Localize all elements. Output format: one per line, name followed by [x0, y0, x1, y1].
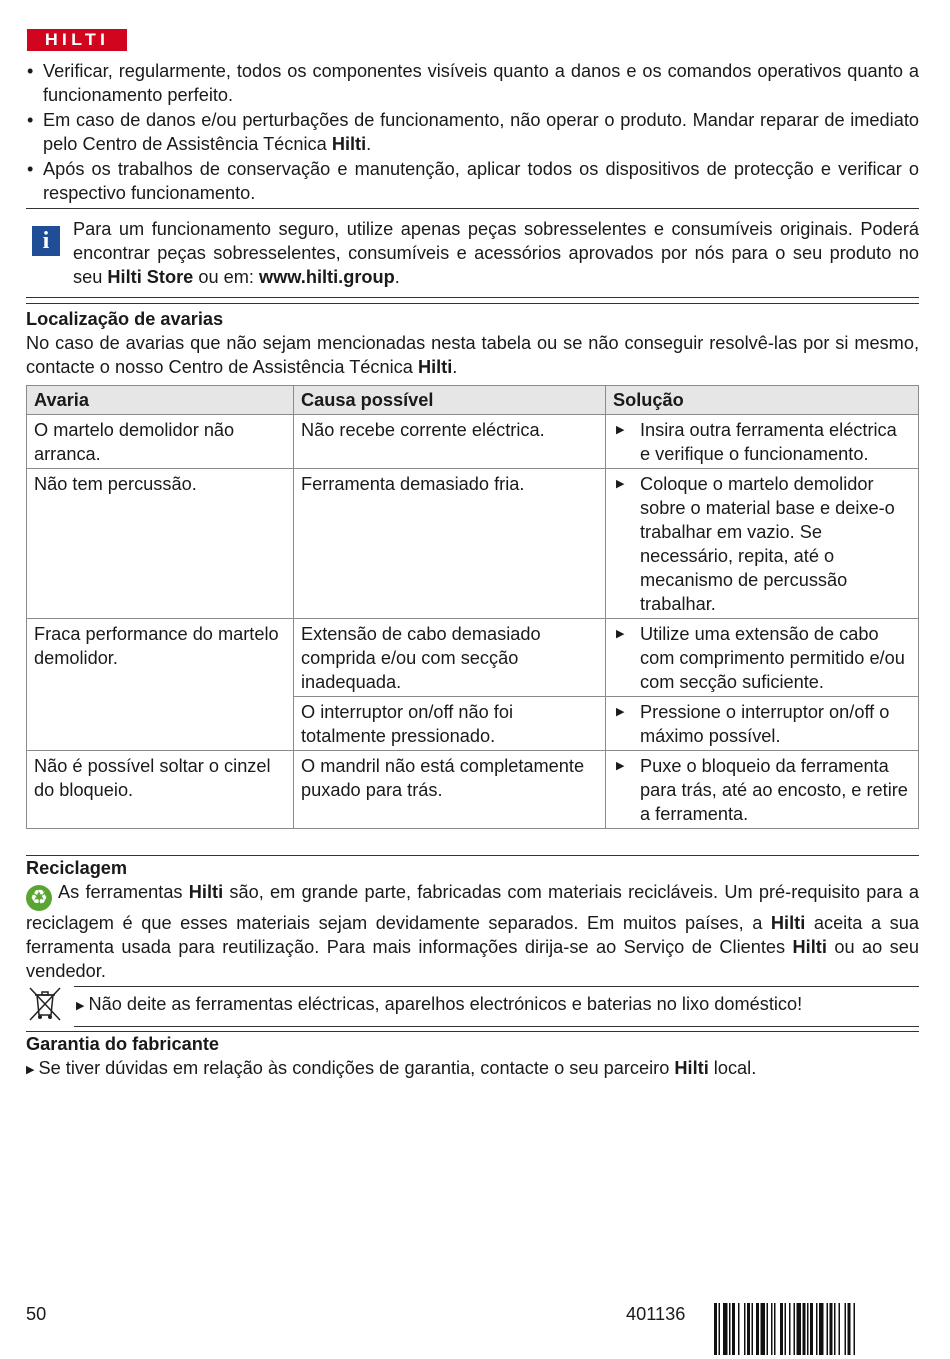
cause-cell: O mandril não está completamente puxado para trás.	[294, 751, 606, 829]
table-row	[27, 415, 919, 469]
table-header-row	[27, 386, 919, 415]
column-header: Solução	[606, 386, 919, 415]
cause-cell: Extensão de cabo demasiado comprida e/ou com secção inadequada.	[294, 619, 606, 697]
solution-cell: ▶ Coloque o martelo demolidor sobre o material base e deixe-o trabalhar em vazio. Se necessário, repita, até o mecanismo de percussão trabalhar.	[606, 469, 919, 619]
crossed-bin-icon	[26, 984, 64, 1024]
table-row	[27, 469, 919, 619]
list-item: • Após os trabalhos de conservação e manutenção, aplicar todos os dispositivos de protecção e verificar o respectivo funcionamento.	[26, 157, 919, 205]
fault-cell: Não é possível soltar o cinzel do bloqueio.	[27, 751, 294, 829]
fault-cell: O martelo demolidor não arranca.	[27, 415, 294, 469]
disposal-text: ▶ Não deite as ferramentas eléctricas, aparelhos electrónicos e baterias no lixo doméstico!	[74, 986, 919, 1027]
divider	[26, 303, 919, 304]
table-row	[27, 619, 919, 697]
troubleshooting-section	[26, 307, 919, 829]
maintenance-list	[26, 59, 919, 206]
solution-cell: ▶ Puxe o bloqueio da ferramenta para trás, até ao encosto, e retire a ferramenta.	[606, 751, 919, 829]
recycle-icon: ♻	[26, 885, 52, 911]
list-item: • Em caso de danos e/ou perturbações de funcionamento, não operar o produto. Mandar reparar de imediato pelo Centro de Assistência Técnica Hilti.	[26, 108, 919, 156]
troubleshooting-table	[26, 385, 919, 829]
info-text: Para um funcionamento seguro, utilize apenas peças sobresselentes e consumíveis originais. Poderá encontrar peças sobresselentes, consumíveis e acessórios aprovados por nós para o seu produto no seu Hilti Store ou em: www.hilti.group.	[73, 219, 919, 287]
page-number: 50	[26, 1304, 47, 1324]
recycling-text: ♻ As ferramentas Hilti são, em grande parte, fabricadas com materiais recicláveis. Um pré-requisito para a reciclagem é que esses materiais sejam devidamente separados. Em muitos países, a Hilti aceita a sua ferramenta usada para reutilização. Para mais informações dirija-se ao Serviço de Clientes Hilti ou ao seu vendedor.	[26, 882, 919, 981]
warranty-section	[26, 1031, 919, 1082]
column-header: Causa possível	[294, 386, 606, 415]
barcode	[714, 1303, 918, 1355]
cause-cell: Ferramenta demasiado fria.	[294, 469, 606, 619]
fault-cell: Fraca performance do martelo demolidor.	[27, 619, 294, 751]
table-row	[27, 751, 919, 829]
cause-cell: O interruptor on/off não foi totalmente pressionado.	[294, 697, 606, 751]
info-icon: i	[32, 226, 60, 256]
column-header: Avaria	[27, 386, 294, 415]
warranty-text: ▶ Se tiver dúvidas em relação às condições de garantia, contacte o seu parceiro Hilti local.	[26, 1056, 919, 1082]
section-title: Reciclagem	[26, 858, 128, 878]
disposal-warning	[26, 984, 919, 1028]
cause-cell: Não recebe corrente eléctrica.	[294, 415, 606, 469]
solution-cell: ▶ Pressione o interruptor on/off o máximo possível.	[606, 697, 919, 751]
solution-cell: ▶ Insira outra ferramenta eléctrica e verifique o funcionamento.	[606, 415, 919, 469]
solution-cell: ▶ Utilize uma extensão de cabo com comprimento permitido e/ou com secção suficiente.	[606, 619, 919, 697]
document-code: 401136	[626, 1304, 686, 1324]
fault-cell: Não tem percussão.	[27, 469, 294, 619]
divider	[26, 297, 919, 298]
section-title: Localização de avarias	[26, 309, 224, 329]
info-note	[26, 208, 919, 289]
recycling-section	[26, 855, 919, 983]
hilti-logo: HILTI	[27, 29, 127, 51]
section-title: Garantia do fabricante	[26, 1034, 220, 1054]
list-item: • Verificar, regularmente, todos os componentes visíveis quanto a danos e os comandos operativos quanto a funcionamento perfeito.	[26, 59, 919, 107]
section-intro: No caso de avarias que não sejam mencionadas nesta tabela ou se não conseguir resolvê-las por si mesmo, contacte o nosso Centro de Assistência Técnica Hilti.	[26, 333, 919, 377]
